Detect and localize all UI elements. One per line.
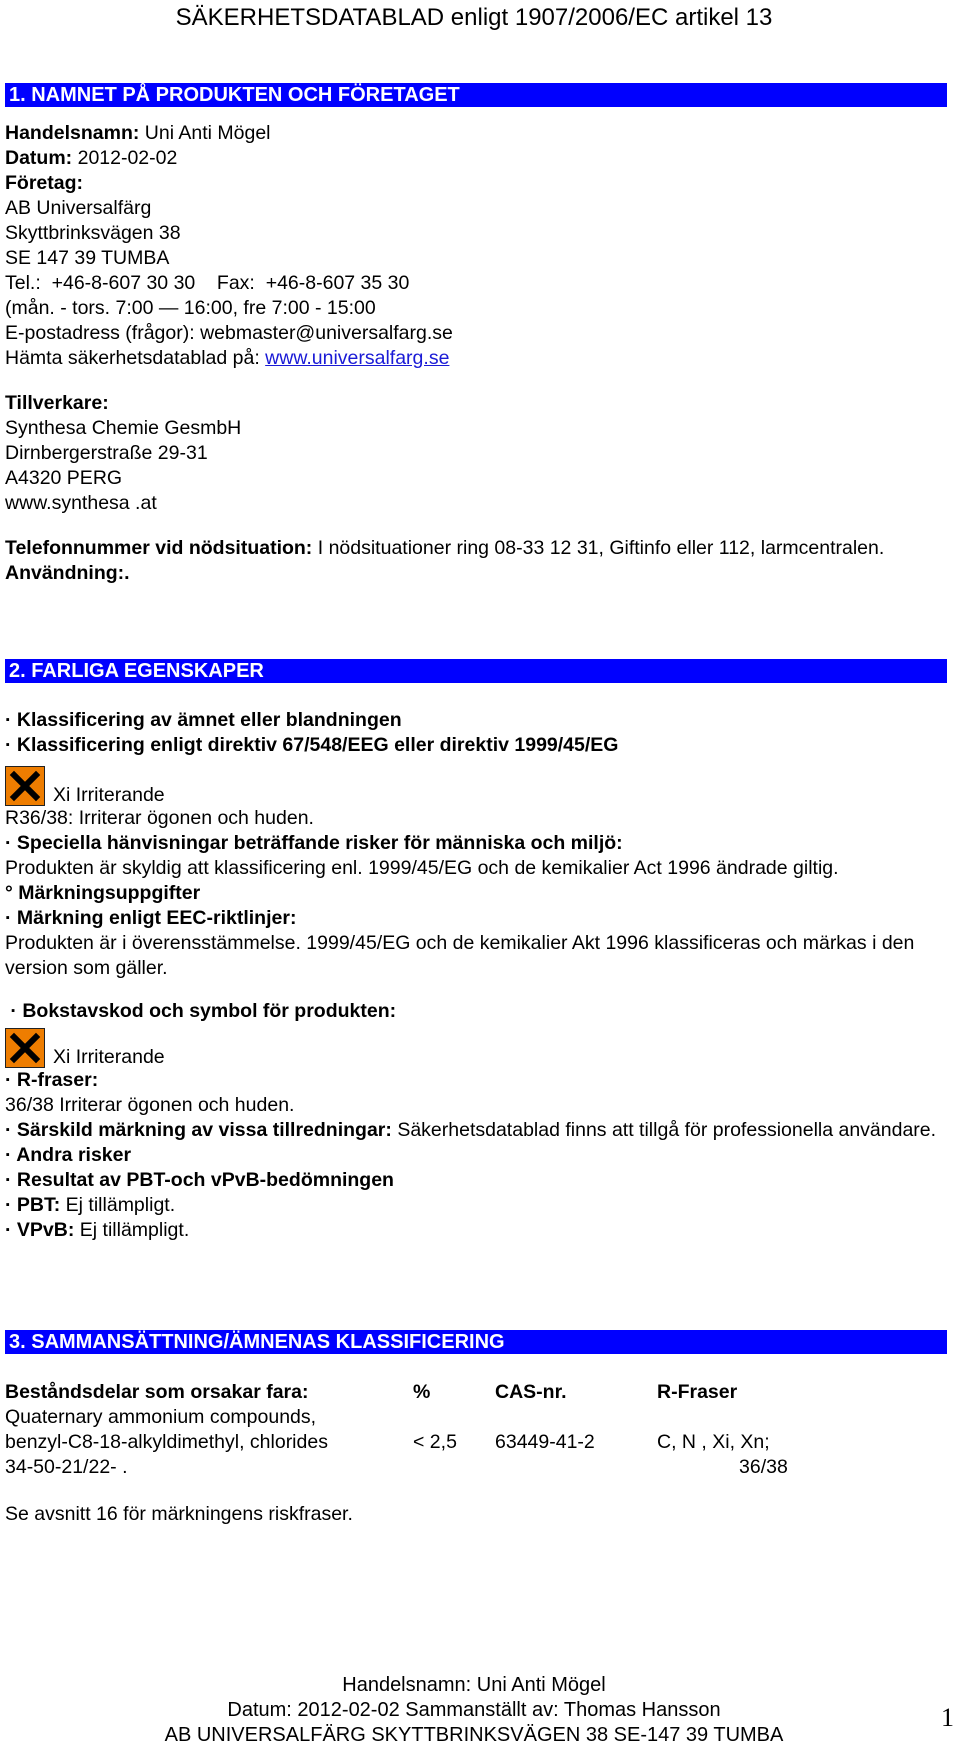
manufacturer-line: Synthesa Chemie GesmbH (5, 417, 242, 439)
download-link[interactable]: www.universalfarg.se (265, 347, 450, 369)
marking-heading: ° Märkningsuppgifter (5, 882, 201, 904)
table-cell-percent: < 2,5 (413, 1431, 457, 1453)
trade-name-value: Uni Anti Mögel (144, 122, 271, 144)
vpvb-value: Ej tillämpligt. (79, 1219, 190, 1241)
vpvb-label: · VPvB: (5, 1219, 75, 1241)
hazard-label: Xi Irriterande (53, 784, 165, 806)
date-label: Datum: (5, 147, 73, 169)
pbt-label: · PBT: (5, 1194, 61, 1216)
hazard-x-icon (5, 766, 45, 806)
classification-directive: · Klassificering enligt direktiv 67/548/EEG eller direktiv 1999/45/EG (5, 734, 619, 756)
table-cell-component: Quaternary ammonium compounds, (5, 1406, 317, 1428)
hazard-x-icon (5, 1028, 45, 1068)
trade-name-label: Handelsnamn: (5, 122, 140, 144)
footer-address: AB UNIVERSALFÄRG SKYTTBRINKSVÄGEN 38 SE-147 39 TUMBA (164, 1724, 784, 1746)
hazard-row (5, 758, 940, 806)
company-line: Skyttbrinksvägen 38 (5, 222, 181, 244)
emergency-label: Telefonnummer vid nödsituation: (5, 537, 313, 559)
eec-text: Produkten är i överensstämmelse. 1999/45/EG och de kemikalier Akt 1996 klassificeras och märkas i den version som gäller. (5, 932, 915, 979)
phone-line: Tel.: +46-8-607 30 30 Fax: +46-8-607 35 30 (5, 272, 410, 294)
table-cell-r: C, N , Xi, Xn; (657, 1431, 770, 1453)
composition-table (5, 1380, 940, 1480)
eec-heading: · Märkning enligt EEC-riktlinjer: (5, 907, 297, 929)
date-value: 2012-02-02 (77, 147, 178, 169)
page-title: SÄKERHETSDATABLAD enligt 1907/2006/EC artikel 13 (175, 4, 773, 31)
symbol-heading: · Bokstavskod och symbol för produkten: (5, 1000, 397, 1022)
hazard-label: Xi Irriterande (53, 1046, 165, 1068)
date-line (5, 146, 940, 171)
table-cell-r: 36/38 (739, 1456, 788, 1478)
download-line (5, 346, 940, 371)
emergency-line (5, 536, 940, 561)
special-label-text: Säkerhetsdatablad finns att tillgå för professionella användare. (397, 1119, 937, 1141)
usage-label: Användning:. (5, 562, 130, 584)
section-2-body (5, 708, 940, 1243)
table-header-percent: % (413, 1381, 431, 1403)
section-3-heading: 3. SAMMANSÄTTNING/ÄMNENAS KLASSIFICERING (5, 1330, 947, 1354)
section-1-body (5, 121, 940, 586)
special-text: Produkten är skyldig att klassificering enl. 1999/45/EG och de kemikalier Act 1996 ändrade giltig. (5, 857, 839, 879)
section-3-note: Se avsnitt 16 för märkningens riskfraser. (5, 1503, 353, 1525)
table-header-cas: CAS-nr. (495, 1381, 567, 1403)
r-phrases-heading: · R-fraser: (5, 1069, 99, 1091)
page-number: 1 (941, 1703, 954, 1732)
pbt-line (5, 1193, 940, 1218)
manufacturer-line: Dirnbergerstraße 29-31 (5, 442, 208, 464)
special-label-line (5, 1118, 940, 1143)
pbt-value: Ej tillämpligt. (65, 1194, 176, 1216)
r-phrases-text: 36/38 Irriterar ögonen och huden. (5, 1094, 295, 1116)
manufacturer-line: www.synthesa .at (5, 492, 157, 514)
table-cell-component: 34-50-21/22- . (5, 1456, 128, 1478)
special-label-heading: · Särskild märkning av vissa tillredningar: (5, 1119, 392, 1141)
emergency-text: I nödsituationer ring 08-33 12 31, Giftinfo eller 112, larmcentralen. (317, 537, 885, 559)
vpvb-line (5, 1218, 940, 1243)
company-line: SE 147 39 TUMBA (5, 247, 170, 269)
other-risks: · Andra risker (5, 1144, 132, 1166)
company-label: Företag: (5, 172, 83, 194)
pbt-result-heading: · Resultat av PBT-och vPvB-bedömningen (5, 1169, 394, 1191)
table-cell-cas: 63449-41-2 (495, 1431, 595, 1453)
trade-name-line (5, 121, 940, 146)
table-cell-component: benzyl-C8-18-alkyldimethyl, chlorides (5, 1431, 328, 1453)
download-label: Hämta säkerhetsdatablad på: (5, 347, 260, 369)
section-1-heading: 1. NAMNET PÅ PRODUKTEN OCH FÖRETAGET (5, 83, 947, 107)
footer-date-author: Datum: 2012-02-02 Sammanställt av: Thomas Hansson (227, 1699, 721, 1721)
manufacturer-label: Tillverkare: (5, 392, 109, 414)
email-line: E-postadress (frågor): webmaster@universalfarg.se (5, 322, 453, 344)
r-text: R36/38: Irriterar ögonen och huden. (5, 807, 314, 829)
company-line: AB Universalfärg (5, 197, 152, 219)
footer-trade-name: Handelsnamn: Uni Anti Mögel (342, 1674, 606, 1696)
hours-line: (mån. - tors. 7:00 — 16:00, fre 7:00 - 15:00 (5, 297, 376, 319)
table-header-r: R-Fraser (657, 1381, 738, 1403)
hazard-row (5, 1024, 940, 1068)
table-header-component: Beståndsdelar som orsakar fara: (5, 1381, 309, 1403)
section-2-heading: 2. FARLIGA EGENSKAPER (5, 659, 947, 683)
manufacturer-line: A4320 PERG (5, 467, 123, 489)
classification-heading: · Klassificering av ämnet eller blandningen (5, 709, 402, 731)
special-heading: · Speciella hänvisningar beträffande risker för människa och miljö: (5, 832, 623, 854)
